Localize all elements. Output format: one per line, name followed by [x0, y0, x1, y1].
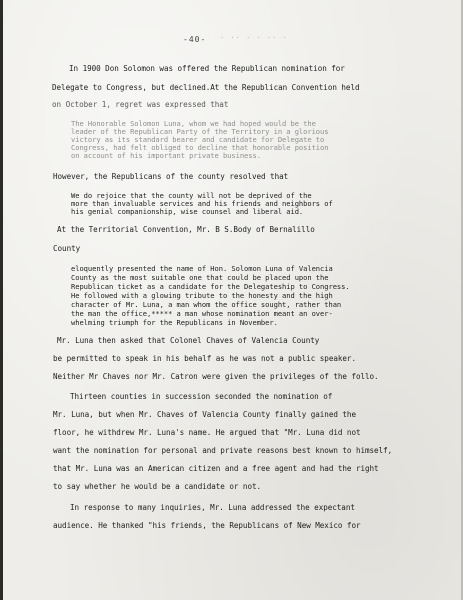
quote-line: County as the most suitable one that could be placed upon the: [71, 273, 329, 282]
quote-line: The Honorable Solomon Luna, whom we had hoped would be the: [71, 119, 316, 128]
quote-line: eloquently presented the name of Hon. Solomon Luna of Valencia: [71, 264, 333, 273]
text-line: Neither Mr Chaves nor Mr. Catron were given the privileges of the follo.: [53, 372, 379, 381]
text-line: In 1900 Don Solomon was offered the Republican nomination for: [69, 64, 345, 73]
quote-line: more than invaluable services and his friends and neighbors of: [71, 199, 333, 208]
text-line: At the Territorial Convention, Mr. B S.Body of Bernalillo: [57, 225, 315, 234]
text-line: Mr. Luna then asked that Colonel Chaves of Valencia County: [57, 336, 320, 345]
text-line: floor, he withdrew Mr. Luna's name. He argued that "Mr. Luna did not: [53, 428, 361, 437]
text-line: Delegate to Congress, but declined.At the Republican Convention held: [52, 83, 360, 92]
quote-line: He followed with a glowing tribute to the honesty and the high: [71, 291, 333, 300]
quote-line: Congress, had felt obliged to decline that honorable position: [71, 143, 329, 152]
text-line: to say whether he would be a candidate or not.: [53, 482, 262, 491]
quote-line: the man the office,***** a man whose nomination meant an over-: [71, 309, 333, 318]
header-smudge: · ·· · · ·· ·: [220, 34, 288, 42]
quote-line: Republican ticket as a candidate for the Delegateship to Congress.: [71, 282, 350, 291]
text-line: However, the Republicans of the county resolved that: [53, 172, 289, 181]
text-line: In response to many inquiries, Mr. Luna addressed the expectant: [70, 503, 355, 512]
quote-line: We do rejoice that the county will not be deprived of the: [71, 191, 312, 200]
scan-edge-left: [0, 0, 3, 600]
text-line: that Mr. Luna was an American citizen and a free agent and had the right: [53, 464, 379, 473]
quote-line: leader of the Republican Party of the Territory in a glorious: [71, 127, 329, 136]
text-line: be permitted to speak in his behalf as he was not a public speaker.: [53, 354, 356, 363]
text-line: County: [53, 244, 81, 253]
text-line: on October 1, regret was expressed that: [52, 100, 229, 109]
quote-line: character of Mr. Luna, a man whom the office sought, rather than: [71, 300, 342, 309]
quote-line: victory as its standard bearer and candidate for Delegate to: [71, 135, 325, 144]
page-number: -40-: [183, 35, 207, 44]
text-line: want the nomination for personal and private reasons best known to himself,: [53, 446, 393, 455]
quote-line: his genial companionship, wise counsel and liberal aid.: [71, 207, 304, 216]
quote-line: on account of his important private business.: [71, 151, 261, 160]
text-line: audience. He thanked "his friends, the Republicans of New Mexico for: [53, 521, 361, 530]
text-line: Thirteen counties in succession seconded the nomination of: [70, 392, 333, 401]
text-line: Mr. Luna, but when Mr. Chaves of Valencia County finally gained the: [53, 410, 356, 419]
quote-line: whelming triumph for the Republicans in November.: [71, 318, 278, 327]
